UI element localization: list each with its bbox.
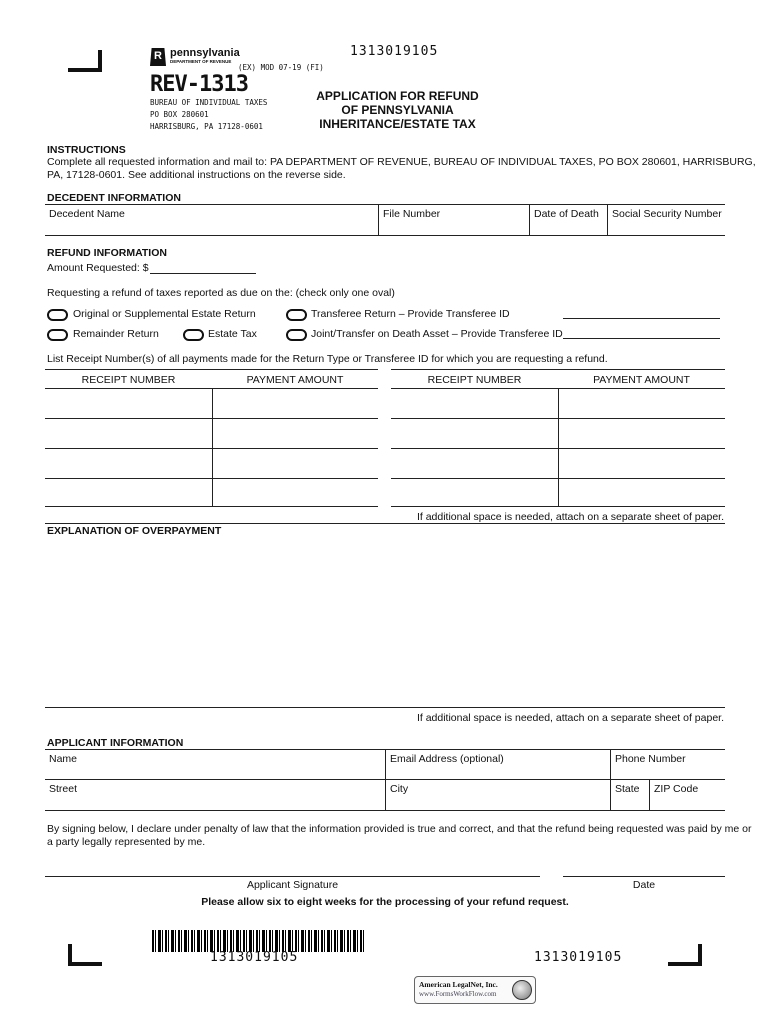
bureau-line1: BUREAU OF INDIVIDUAL TAXES <box>150 98 268 107</box>
declaration-line2: a party legally represented by me. <box>47 836 206 848</box>
table-row[interactable] <box>391 478 725 479</box>
registration-mark-bottom-left <box>68 944 102 966</box>
label-transferee-return: Transferee Return – Provide Transferee ID <box>311 308 510 320</box>
city-label: City <box>390 783 409 795</box>
legalnet-url: www.FormsWorkFlow.com <box>419 990 497 998</box>
amount-requested-input[interactable] <box>150 273 256 274</box>
table-row[interactable] <box>45 478 378 479</box>
instructions-heading: INSTRUCTIONS <box>47 144 126 156</box>
table-row[interactable] <box>45 418 378 419</box>
oval-estate-tax[interactable] <box>183 329 204 341</box>
col-receipt-left: RECEIPT NUMBER <box>81 374 176 386</box>
street-field[interactable] <box>45 780 385 809</box>
oval-joint-transfer[interactable] <box>286 329 307 341</box>
street-label: Street <box>49 783 78 795</box>
oval-transferee-return[interactable] <box>286 309 307 321</box>
date-of-death-label: Date of Death <box>534 208 599 220</box>
transferee-id-input[interactable] <box>563 318 720 319</box>
legalnet-name: American LegalNet, Inc. <box>419 980 498 989</box>
receipt-list-text: List Receipt Number(s) of all payments made for the Return Type or Transferee ID for which you are requesting a refund. <box>47 353 608 365</box>
table-row[interactable] <box>391 448 725 449</box>
explanation-extra-space-note: If additional space is needed, attach on a separate sheet of paper. <box>416 712 724 724</box>
col-payment-left: PAYMENT AMOUNT <box>246 374 344 386</box>
pa-logo <box>150 48 250 68</box>
phone-label: Phone Number <box>615 753 686 765</box>
applicant-name-label: Name <box>49 753 78 765</box>
signature-line[interactable] <box>45 876 540 877</box>
barcode-number-right: 1313019105 <box>534 950 623 965</box>
bureau-line3: HARRISBURG, PA 17128-0601 <box>150 122 263 131</box>
logo-word: pennsylvania <box>170 47 240 59</box>
label-remainder-return: Remainder Return <box>73 328 159 340</box>
form-code: REV-1313 <box>150 72 248 97</box>
file-number-label: File Number <box>383 208 441 220</box>
form-title <box>300 89 495 131</box>
ssn-field[interactable] <box>608 205 725 235</box>
label-estate-tax: Estate Tax <box>208 328 257 340</box>
declaration-line1: By signing below, I declare under penalty of law that the information provided is true and correct, and that the refund being requested was paid by me or <box>47 823 752 835</box>
registration-mark-top-left <box>68 50 102 72</box>
date-label: Date <box>632 879 656 891</box>
table-row[interactable] <box>45 506 378 507</box>
oval-original-return[interactable] <box>47 309 68 321</box>
amount-requested-label: Amount Requested: $ <box>47 262 149 274</box>
top-barcode-number: 1313019105 <box>350 44 439 59</box>
date-line[interactable] <box>563 876 725 877</box>
city-field[interactable] <box>386 780 610 809</box>
phone-field[interactable] <box>611 750 725 779</box>
col-payment-right: PAYMENT AMOUNT <box>593 374 690 386</box>
ssn-label: Social Security Number <box>612 208 722 220</box>
title-line3: INHERITANCE/ESTATE TAX <box>319 117 476 131</box>
email-field[interactable] <box>386 750 610 779</box>
decedent-name-label: Decedent Name <box>49 208 125 220</box>
decedent-heading: DECEDENT INFORMATION <box>47 192 181 204</box>
state-label: State <box>615 783 640 795</box>
refund-request-text: Requesting a refund of taxes reported as due on the: (check only one oval) <box>47 287 395 299</box>
decedent-name-field[interactable] <box>45 205 378 235</box>
barcode-number-left: 1313019105 <box>210 950 299 965</box>
legalnet-badge <box>414 976 536 1004</box>
instructions-line1: Complete all requested information and mail to: PA DEPARTMENT OF REVENUE, BUREAU OF INDIVIDUAL TAXES, PO BOX 280601, HARRISBURG, <box>47 156 756 168</box>
logo-dept: DEPARTMENT OF REVENUE <box>170 59 232 64</box>
email-label: Email Address (optional) <box>390 753 504 765</box>
table-row[interactable] <box>45 448 378 449</box>
applicant-heading: APPLICANT INFORMATION <box>47 737 184 749</box>
title-line1: APPLICATION FOR REFUND <box>316 89 479 103</box>
barcode <box>152 930 364 952</box>
label-original-return: Original or Supplemental Estate Return <box>73 308 256 320</box>
keystone-letter-icon: R <box>154 50 162 62</box>
globe-icon <box>512 980 532 1000</box>
table-row[interactable] <box>391 506 725 507</box>
form-mod: (EX) MOD 07-19 (FI) <box>238 63 324 72</box>
receipt-extra-space-note: If additional space is needed, attach on a separate sheet of paper. <box>416 511 724 523</box>
processing-note: Please allow six to eight weeks for the processing of your refund request. <box>201 896 569 908</box>
instructions-line2: PA, 17128-0601. See additional instructions on the reverse side. <box>47 169 346 181</box>
explanation-textarea[interactable] <box>45 538 725 706</box>
joint-transferee-id-input[interactable] <box>563 338 720 339</box>
applicant-name-field[interactable] <box>45 750 385 779</box>
registration-mark-bottom-right <box>668 944 702 966</box>
date-of-death-field[interactable] <box>530 205 607 235</box>
zip-field[interactable] <box>650 780 725 809</box>
zip-label: ZIP Code <box>654 783 699 795</box>
title-line2: OF PENNSYLVANIA <box>341 103 454 117</box>
file-number-field[interactable] <box>379 205 529 235</box>
signature-label: Applicant Signature <box>246 879 339 891</box>
oval-remainder-return[interactable] <box>47 329 68 341</box>
label-joint-transfer: Joint/Transfer on Death Asset – Provide Transferee ID <box>311 328 563 340</box>
state-field[interactable] <box>611 780 649 809</box>
bureau-line2: PO BOX 280601 <box>150 110 209 119</box>
table-row[interactable] <box>391 418 725 419</box>
refund-heading: REFUND INFORMATION <box>47 247 167 259</box>
explanation-heading: EXPLANATION OF OVERPAYMENT <box>47 525 222 537</box>
col-receipt-right: RECEIPT NUMBER <box>427 374 522 386</box>
